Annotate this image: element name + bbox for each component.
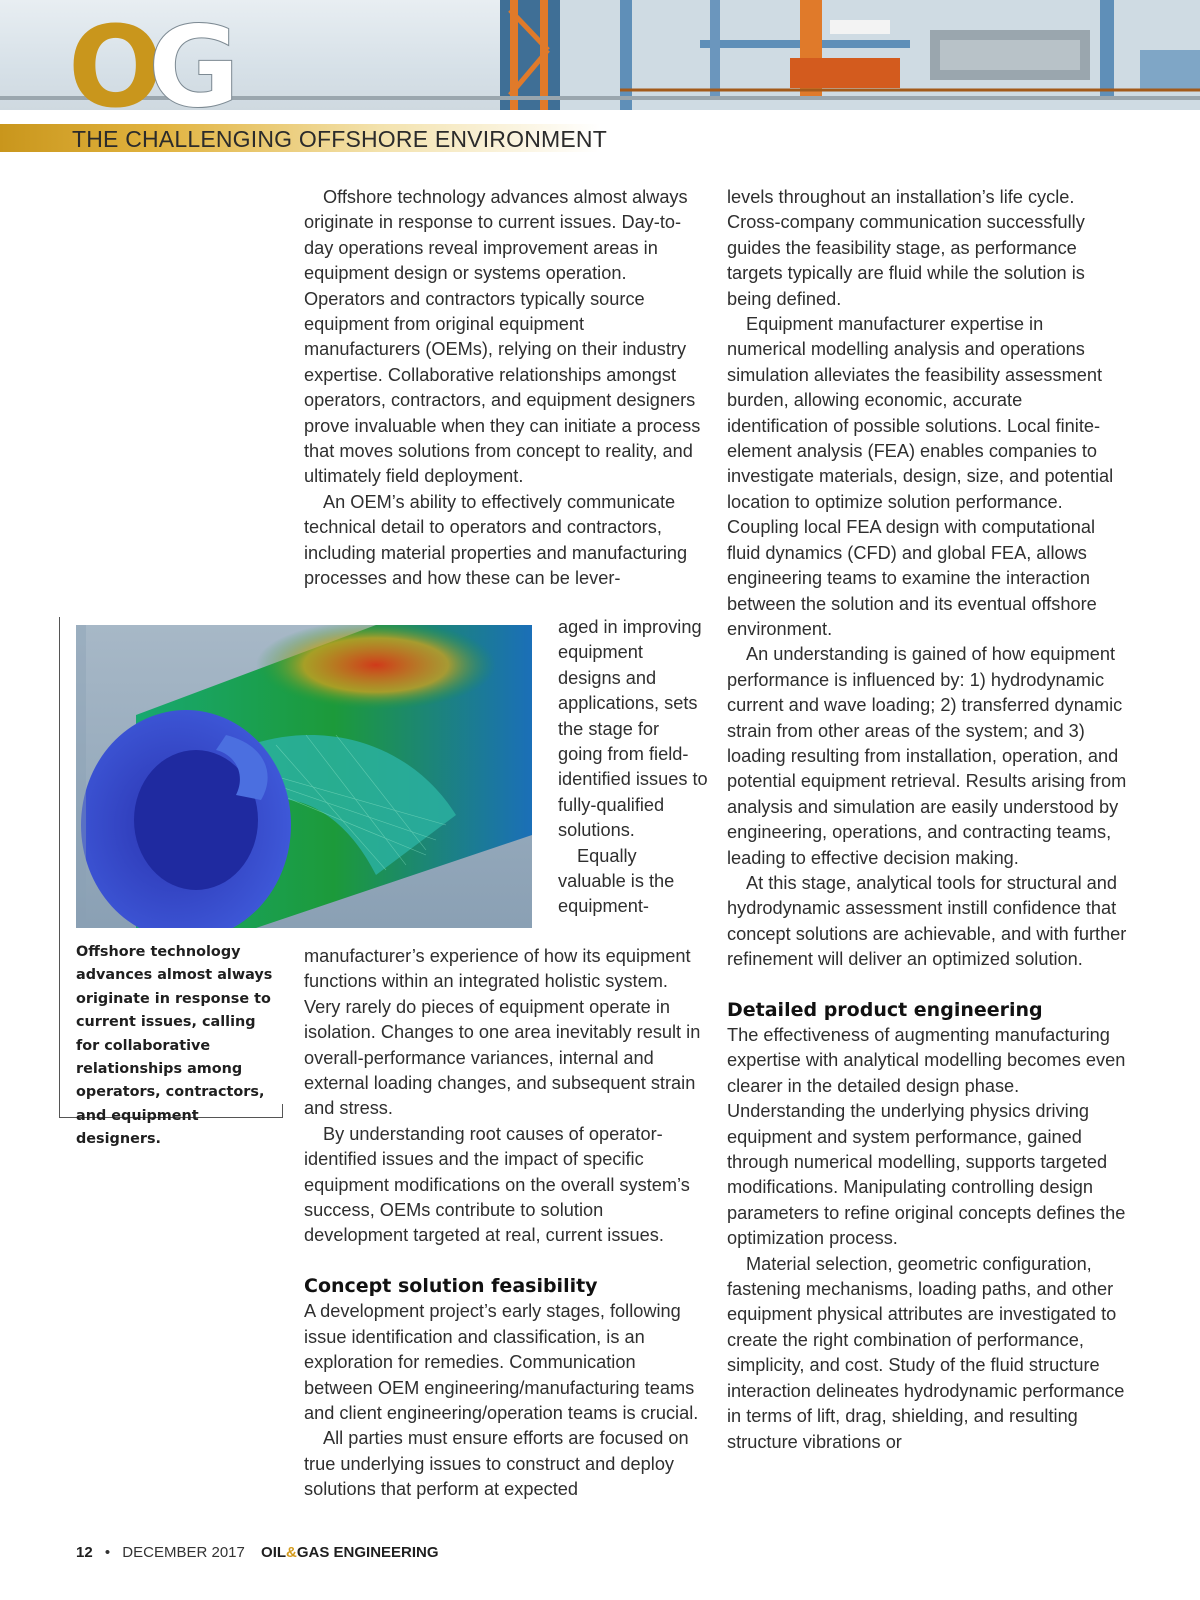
frame-tick — [282, 1104, 283, 1118]
wrap-paragraph: aged in improving equipment designs and applications, sets the stage for going from field-identified issues to fully-qualified solutions. — [558, 617, 708, 841]
figure-caption: Offshore technology advances almost always originate in response to current issues, calling for collaborative relationships among operators, contractors, and equipment designers. — [76, 944, 273, 1148]
wrap-paragraph-2: Equally valuable is the equipment- — [558, 845, 675, 917]
og-logo — [68, 16, 248, 116]
subheading-detailed-engineering: Detailed product engineering — [727, 998, 1043, 1021]
paragraph: levels throughout an installation’s life cycle. Cross-company communication successfully guides the feasibility stage, as performance targets typically are fluid while the solution is being defined. — [727, 187, 1085, 309]
paragraph: At this stage, analytical tools for structural and hydrodynamic assessment instill confidence that concept solutions are achievable, and with further refinement will deliver an optimized solution. — [727, 872, 1127, 970]
paragraph: The effectiveness of augmenting manufacturing expertise with analytical modelling becomes even clearer in the detailed design phase. Understanding the underlying physics driving equipment and system performance, gained through numerical modelling, supports targeted modifications. Manipulating controlling design parameters to refine original concepts defines the optimization process. — [727, 1025, 1126, 1249]
paragraph: Offshore technology advances almost always originate in response to current issues. Day-to-day operations reveal improvement areas in equipment design or systems operation. Operators and contractors typically source equipment from original equipment manufacturers (OEMs), relying on their industry expertise. Collaborative relationships amongst operators, contractors, and equipment designers prove invaluable when they can initiate a process that moves solutions from concept to reality, and ultimately field deployment. — [304, 187, 701, 487]
fea-cylinder-image — [76, 625, 532, 928]
footer-separator: • — [104, 1544, 111, 1561]
paragraph: Equipment manufacturer expertise in numerical modelling analysis and operations simulation alleviates the feasibility assessment burden, allowing economic, accurate identification of possible solutions. Local finite-element analysis (FEA) enables companies to investigate materials, design, size, and potential location to optimize solution performance. Coupling local FEA design with computational fluid dynamics (CFD) and global FEA, allows engineering teams to examine the interaction between the solution and its eventual offshore environment. — [727, 314, 1114, 639]
paragraph: An OEM’s ability to effectively communicate technical detail to operators and contractors, including material properties and manufacturing processes and how these can be lever- — [304, 491, 688, 589]
left-column-lower — [304, 944, 704, 1503]
header-banner — [0, 0, 1200, 116]
wrap-text-block — [558, 615, 708, 920]
left-column — [304, 185, 704, 592]
logo-g: G — [148, 16, 240, 116]
paragraph: A development project’s early stages, following issue identification and classification, is an exploration for remedies. Communication between OEM engineering/manufacturing teams and client engineering/operation teams is crucial. — [304, 1301, 699, 1423]
paragraph: An understanding is gained of how equipment performance is influenced by: 1) hydrodynamic current and wave loading; 2) transferred dynamic strain from other areas of the system; and 3) loading resulting from installation, operation, and potential equipment retrieval. Results arising from analysis and simulation are easily understood by engineering, operations, and contracting teams, leading to effective decision making. — [727, 644, 1127, 868]
subheading-concept-feasibility: Concept solution feasibility — [304, 1274, 598, 1297]
logo-o: O — [68, 16, 164, 116]
paragraph: manufacturer’s experience of how its equipment functions within an integrated holistic system. Very rarely do pieces of equipment operate in isolation. Changes to one area inevitably result in overall-performance variances, internal and external loading changes, and subsequent strain and stress. — [304, 946, 701, 1119]
page-footer — [76, 1542, 439, 1564]
offshore-rig-photo — [500, 0, 1200, 110]
issue-date: DECEMBER 2017 — [122, 1544, 245, 1561]
paragraph: Material selection, geometric configuration, fastening mechanisms, loading paths, and other equipment physical attributes are investigated to create the right combination of performance, simplicity, and cost. Study of the fluid structure interaction delineates hydrodynamic performance in terms of lift, drag, shielding, and resulting structure vibrations or — [727, 1253, 1125, 1452]
section-title: THE CHALLENGING OFFSHORE ENVIRONMENT — [72, 126, 607, 152]
paragraph: All parties must ensure efforts are focused on true underlying issues to construct and deploy solutions that perform at expected — [304, 1428, 689, 1500]
page-number: 12 — [76, 1544, 93, 1561]
paragraph: By understanding root causes of operator-identified issues and the impact of specific equipment modifications on the overall system’s success, OEMs contribute to solution development targeted at real, current issues. — [304, 1123, 690, 1246]
right-column — [727, 185, 1127, 1455]
publication-brand: OIL&GAS ENGINEERING — [261, 1544, 439, 1561]
